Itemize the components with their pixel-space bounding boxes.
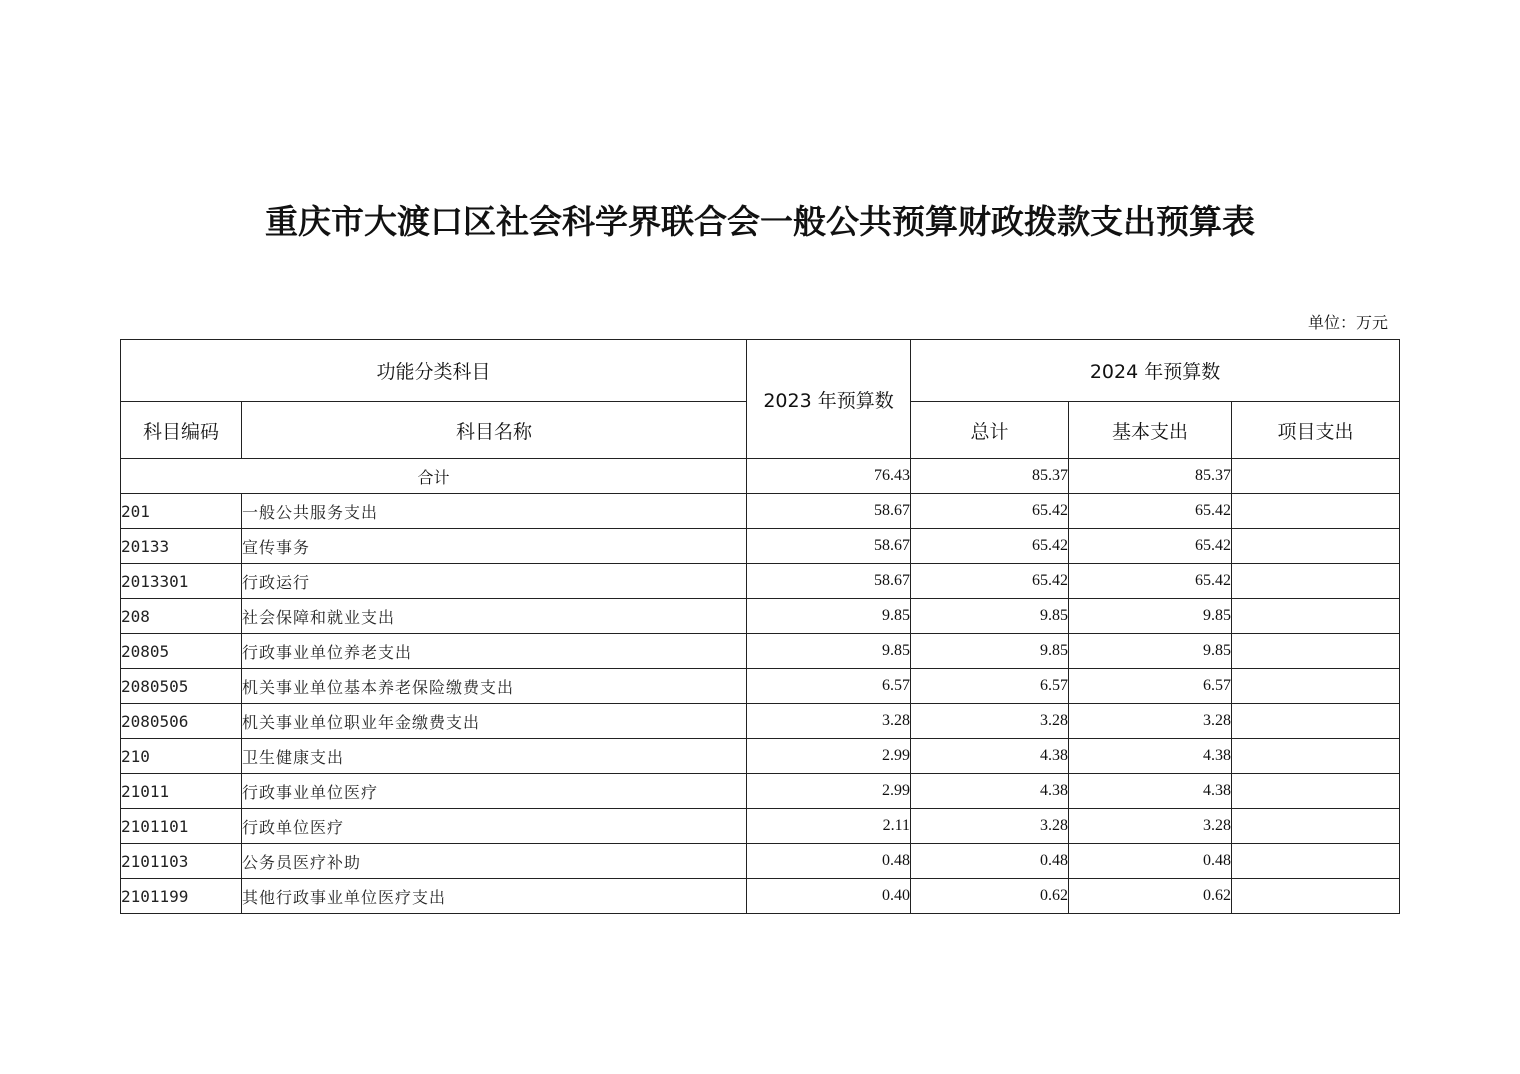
budget-2023-cell: 3.28 xyxy=(747,704,911,739)
basic-expenditure-cell: 6.57 xyxy=(1069,669,1232,704)
table-row xyxy=(121,739,1400,774)
total-cell: 9.85 xyxy=(911,634,1069,669)
total-label: 合计 xyxy=(121,459,747,494)
budget-2023-cell: 0.40 xyxy=(747,879,911,914)
budget-table xyxy=(120,339,1400,914)
table-header xyxy=(121,340,1400,459)
budget-2023-cell: 9.85 xyxy=(747,599,911,634)
total-basic: 85.37 xyxy=(1069,459,1232,494)
total-cell: 0.62 xyxy=(911,879,1069,914)
budget-2023-cell: 9.85 xyxy=(747,634,911,669)
basic-expenditure-cell: 0.48 xyxy=(1069,844,1232,879)
subject-name-cell: 其他行政事业单位医疗支出 xyxy=(242,879,747,914)
basic-expenditure-cell: 65.42 xyxy=(1069,494,1232,529)
basic-expenditure-cell: 0.62 xyxy=(1069,879,1232,914)
project-expenditure-cell xyxy=(1232,529,1400,564)
subject-code-cell: 201 xyxy=(121,494,242,529)
total-cell: 3.28 xyxy=(911,704,1069,739)
basic-expenditure-cell: 65.42 xyxy=(1069,529,1232,564)
budget-2023-cell: 58.67 xyxy=(747,564,911,599)
subject-code-cell: 21011 xyxy=(121,774,242,809)
project-expenditure-cell xyxy=(1232,564,1400,599)
table-body xyxy=(121,459,1400,914)
subject-name-cell: 机关事业单位职业年金缴费支出 xyxy=(242,704,747,739)
subject-code-cell: 2101103 xyxy=(121,844,242,879)
project-expenditure-cell xyxy=(1232,704,1400,739)
header-basic-expenditure: 基本支出 xyxy=(1069,402,1232,459)
budget-2023-cell: 2.99 xyxy=(747,774,911,809)
subject-name-cell: 宣传事务 xyxy=(242,529,747,564)
table-row xyxy=(121,529,1400,564)
table-row xyxy=(121,669,1400,704)
budget-2023-cell: 2.11 xyxy=(747,809,911,844)
table-row xyxy=(121,634,1400,669)
header-project-expenditure: 项目支出 xyxy=(1232,402,1400,459)
subject-code-cell: 210 xyxy=(121,739,242,774)
project-expenditure-cell xyxy=(1232,494,1400,529)
subject-code-cell: 2080505 xyxy=(121,669,242,704)
header-subject-name: 科目名称 xyxy=(242,402,747,459)
project-expenditure-cell xyxy=(1232,844,1400,879)
subject-code-cell: 20805 xyxy=(121,634,242,669)
budget-2023-cell: 58.67 xyxy=(747,529,911,564)
subject-code-cell: 208 xyxy=(121,599,242,634)
basic-expenditure-cell: 9.85 xyxy=(1069,634,1232,669)
header-budget-2024: 2024 年预算数 xyxy=(911,340,1400,402)
header-subject-code: 科目编码 xyxy=(121,402,242,459)
total-cell: 9.85 xyxy=(911,599,1069,634)
total-project xyxy=(1232,459,1400,494)
table-row xyxy=(121,774,1400,809)
basic-expenditure-cell: 4.38 xyxy=(1069,739,1232,774)
project-expenditure-cell xyxy=(1232,774,1400,809)
subject-name-cell: 公务员医疗补助 xyxy=(242,844,747,879)
table-row xyxy=(121,879,1400,914)
project-expenditure-cell xyxy=(1232,669,1400,704)
table-row xyxy=(121,564,1400,599)
subject-name-cell: 一般公共服务支出 xyxy=(242,494,747,529)
project-expenditure-cell xyxy=(1232,879,1400,914)
total-total: 85.37 xyxy=(911,459,1069,494)
subject-code-cell: 2101199 xyxy=(121,879,242,914)
table-row xyxy=(121,809,1400,844)
total-cell: 4.38 xyxy=(911,774,1069,809)
budget-2023-cell: 6.57 xyxy=(747,669,911,704)
total-row xyxy=(121,459,1400,494)
total-cell: 65.42 xyxy=(911,564,1069,599)
total-cell: 3.28 xyxy=(911,809,1069,844)
basic-expenditure-cell: 3.28 xyxy=(1069,704,1232,739)
budget-2023-cell: 2.99 xyxy=(747,739,911,774)
page-title: 重庆市大渡口区社会科学界联合会一般公共预算财政拨款支出预算表 xyxy=(265,202,1255,241)
subject-code-cell: 20133 xyxy=(121,529,242,564)
total-cell: 0.48 xyxy=(911,844,1069,879)
subject-code-cell: 2101101 xyxy=(121,809,242,844)
total-budget-2023: 76.43 xyxy=(747,459,911,494)
unit-label: 单位：万元 xyxy=(1307,313,1388,332)
project-expenditure-cell xyxy=(1232,599,1400,634)
total-cell: 65.42 xyxy=(911,529,1069,564)
project-expenditure-cell xyxy=(1232,634,1400,669)
table-row xyxy=(121,599,1400,634)
table-row xyxy=(121,494,1400,529)
total-cell: 65.42 xyxy=(911,494,1069,529)
project-expenditure-cell xyxy=(1232,739,1400,774)
subject-name-cell: 社会保障和就业支出 xyxy=(242,599,747,634)
basic-expenditure-cell: 9.85 xyxy=(1069,599,1232,634)
subject-name-cell: 行政运行 xyxy=(242,564,747,599)
subject-name-cell: 行政单位医疗 xyxy=(242,809,747,844)
subject-name-cell: 卫生健康支出 xyxy=(242,739,747,774)
basic-expenditure-cell: 65.42 xyxy=(1069,564,1232,599)
project-expenditure-cell xyxy=(1232,809,1400,844)
subject-name-cell: 行政事业单位医疗 xyxy=(242,774,747,809)
subject-code-cell: 2080506 xyxy=(121,704,242,739)
subject-code-cell: 2013301 xyxy=(121,564,242,599)
total-cell: 6.57 xyxy=(911,669,1069,704)
subject-name-cell: 机关事业单位基本养老保险缴费支出 xyxy=(242,669,747,704)
subject-name-cell: 行政事业单位养老支出 xyxy=(242,634,747,669)
budget-2023-cell: 0.48 xyxy=(747,844,911,879)
header-total: 总计 xyxy=(911,402,1069,459)
table-row xyxy=(121,844,1400,879)
total-cell: 4.38 xyxy=(911,739,1069,774)
basic-expenditure-cell: 4.38 xyxy=(1069,774,1232,809)
table-row xyxy=(121,704,1400,739)
budget-2023-cell: 58.67 xyxy=(747,494,911,529)
basic-expenditure-cell: 3.28 xyxy=(1069,809,1232,844)
header-budget-2023: 2023 年预算数 xyxy=(747,340,911,459)
header-functional-category: 功能分类科目 xyxy=(121,340,747,402)
